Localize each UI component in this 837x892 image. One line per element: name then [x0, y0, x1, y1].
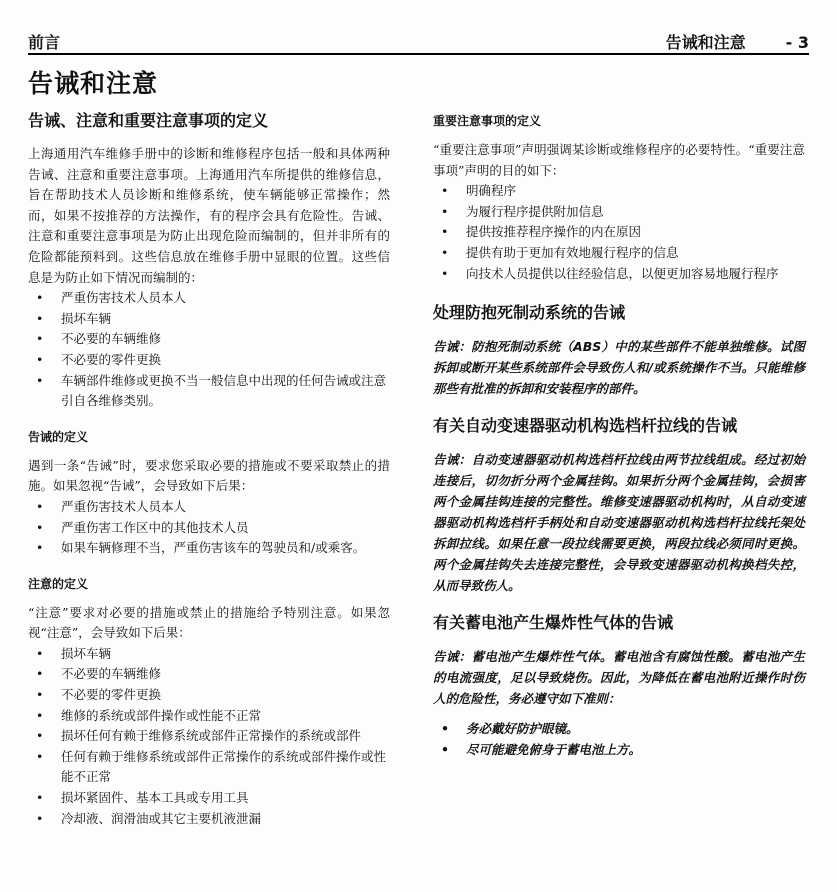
abs-caution-heading: 处理防抱死制动系统的告诫 [433, 303, 626, 323]
list-item: • 明确程序 [433, 181, 805, 202]
caution-definition-text: 遇到一条“告诫”时，要求您采取必要的措施或不要采取禁止的措施。如果忽视“告诫”，会导致如下后果： [28, 457, 390, 494]
list-item: • 尽可能避免俯身于蓄电池上方。 [433, 740, 805, 761]
important-definition-heading: 重要注意事项的定义 [433, 114, 542, 128]
header-chapter [666, 30, 809, 53]
list-item: • 务必戴好防护眼镜。 [433, 719, 805, 740]
list-item: • 损坏紧固件、基本工具或专用工具 [28, 788, 390, 809]
list-item: • 不必要的车辆维修 [28, 664, 390, 685]
header-chapter-label: 告诫和注意 [665, 33, 746, 52]
battery-list [433, 719, 805, 760]
important-list [433, 181, 805, 284]
list-item: • 冷却液、润滑油或其它主要机液泄漏 [28, 809, 390, 830]
battery-caution-heading: 有关蓄电池产生爆炸性气体的告诫 [433, 613, 674, 633]
important-definition-text: “重要注意事项”声明强调某诊断或维修程序的必要特性。“重要注意事项”声明的目的如下： [433, 142, 805, 178]
notice-definition-heading: 注意的定义 [28, 576, 89, 591]
definitions-heading: 告诫、注意和重要注意事项的定义 [28, 111, 269, 130]
header-rule [28, 53, 809, 55]
battery-caution-text: 告诫：蓄电池产生爆炸性气体。蓄电池含有腐蚀性酸。蓄电池产生的电流强度，足以导致烧伤。因此，为降低在蓄电池附近操作时伤人的危险性，务必遵守如下准则： [433, 649, 805, 707]
page-header [28, 30, 809, 52]
shift-cable-caution-heading: 有关自动变速器驱动机构选档杆拉线的告诫 [433, 416, 738, 436]
notice-definition-text: “注意”要求对必要的措施或禁止的措施给予特别注意。如果忽视“注意”，会导致如下后果： [28, 604, 390, 641]
intro-list [28, 288, 390, 412]
list-item: • 维修的系统或部件操作或性能不正常 [28, 706, 390, 727]
definitions-intro: 上海通用汽车维修手册中的诊断和维修程序包括一般和具体两种告诫、注意和重要注意事项。上海通用汽车所提供的维修信息，旨在帮助技术人员诊断和维修系统，使车辆能够正常操作；然而，如果不按推荐的方法操作，有的程序会具有危险性。告诫、注意和重要注意事项是为防止出现危险而编制的，但并非所有的危险都能预料到。这些信息放在维修手册中显眼的位置。这些信息是为防止如下情况而编制的： [28, 146, 390, 285]
list-item: • 如果车辆修理不当，严重伤害该车的驾驶员和/或乘客。 [28, 538, 390, 559]
list-item: • 不必要的车辆维修 [28, 329, 390, 350]
list-item: • 任何有赖于维修系统或部件正常操作的系统或部件操作或性能不正常 [28, 747, 390, 788]
list-item: • 为履行程序提供附加信息 [433, 202, 805, 223]
left-column [28, 110, 390, 829]
notice-list [28, 644, 390, 829]
shift-cable-caution-text: 告诫：自动变速器驱动机构选档杆拉线由两节拉线组成。经过初始连接后，切勿折分两个金属挂钩。如果折分两个金属挂钩，会损害两个金属挂钩连接的完整性。维修变速器驱动机构时，从自动变速器驱动机构选档杆手柄处和自动变速器驱动机构选档杆拉线托架处拆卸拉线。如果任意一段拉线需要更换，两段拉线必须同时更换。两个金属挂钩失去连接完整性，会导致变速器驱动机构换档失控，从而导致伤人。 [433, 452, 805, 594]
list-item: • 不必要的零件更换 [28, 350, 390, 371]
caution-definition-heading: 告诫的定义 [28, 429, 89, 444]
list-item: • 严重伤害工作区中的其他技术人员 [28, 518, 390, 539]
header-section-label: 前言 [28, 33, 61, 52]
list-item: • 车辆部件维修或更换不当一般信息中出现的任何告诫或注意引自各维修类别。 [28, 371, 390, 412]
list-item: • 损坏车辆 [28, 644, 390, 665]
list-item: • 损坏车辆 [28, 309, 390, 330]
page-number: - 3 [785, 33, 809, 52]
list-item: • 提供按推荐程序操作的内在原因 [433, 222, 805, 243]
caution-list [28, 497, 390, 559]
list-item: • 严重伤害技术人员本人 [28, 288, 390, 309]
list-item: • 不必要的零件更换 [28, 685, 390, 706]
list-item: • 严重伤害技术人员本人 [28, 497, 390, 518]
list-item: • 向技术人员提供以往经验信息，以便更加容易地履行程序 [433, 264, 805, 285]
page-title: 告诫和注意 [28, 69, 159, 98]
abs-caution-text: 告诫：防抱死制动系统（ABS）中的某些部件不能单独维修。试图拆卸或断开某些系统部件会导致伤人和/或系统操作不当。只能维修那些有批准的拆卸和安装程序的部件。 [433, 339, 805, 397]
list-item: • 提供有助于更加有效地履行程序的信息 [433, 243, 805, 264]
list-item: • 损坏任何有赖于维修系统或部件正常操作的系统或部件 [28, 726, 390, 747]
right-column [433, 110, 805, 760]
